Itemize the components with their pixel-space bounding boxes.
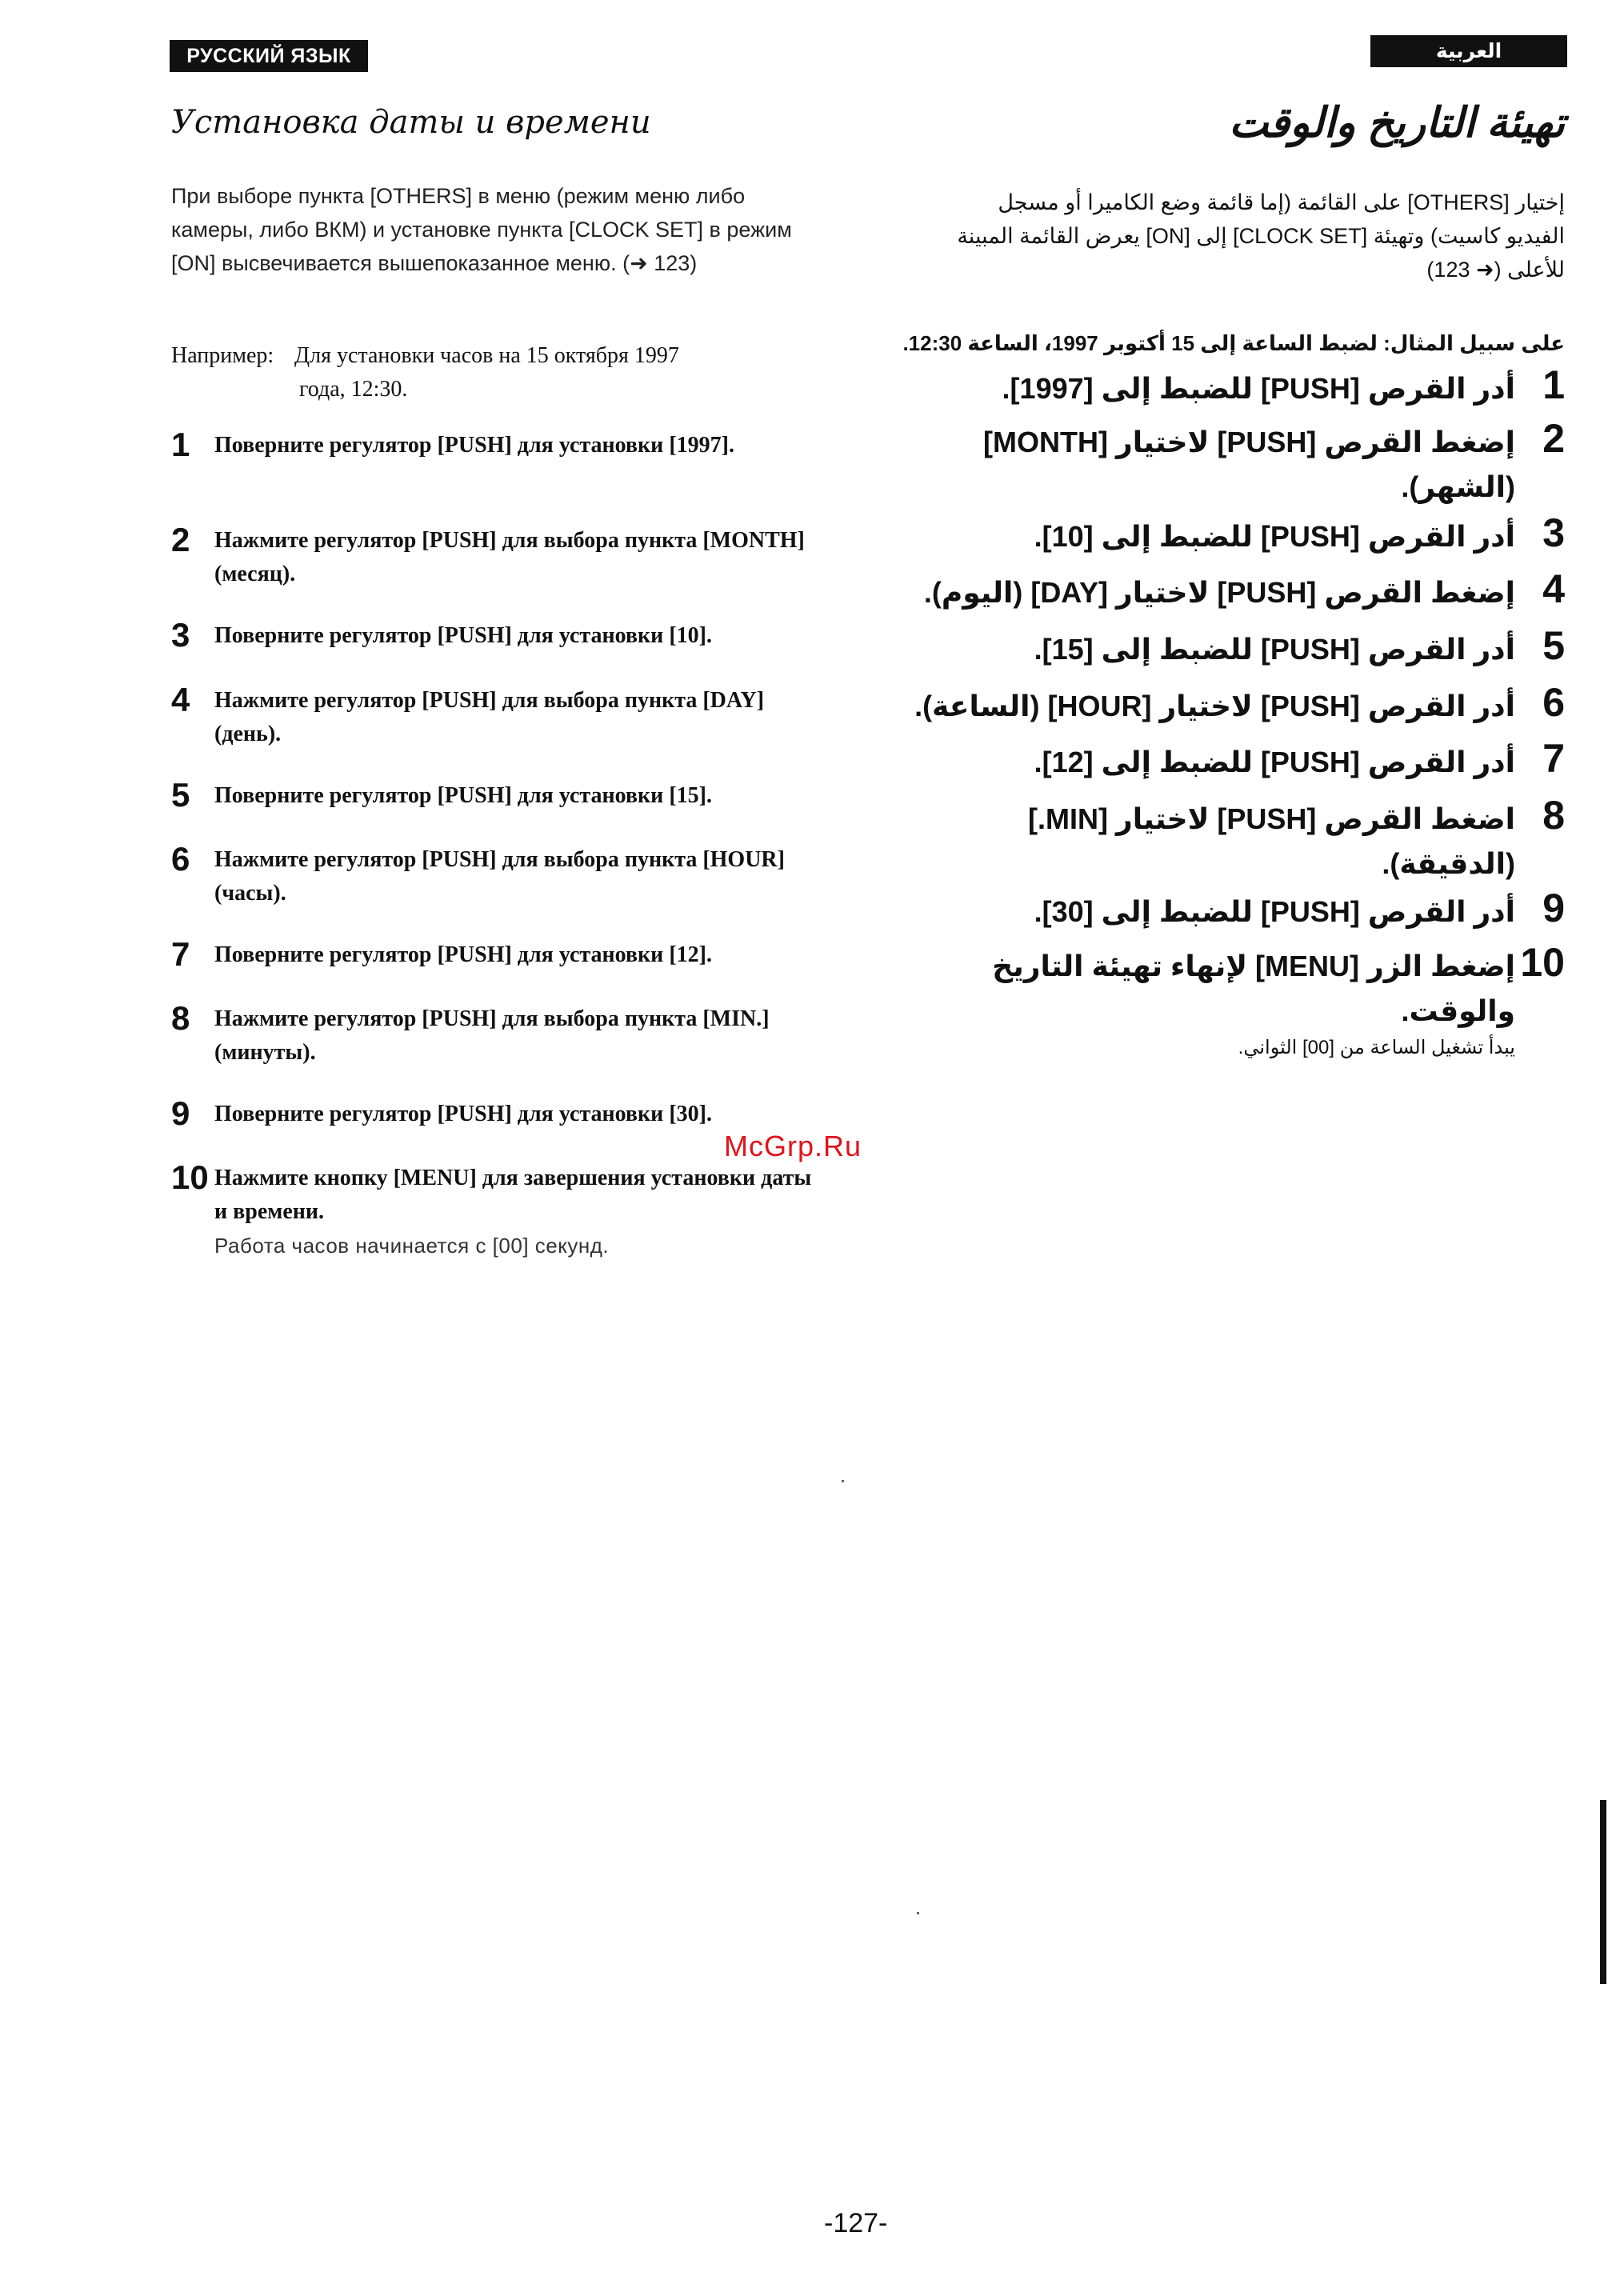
step-number: 1 xyxy=(171,426,190,463)
example-text-line2: года, 12:30. xyxy=(299,377,408,402)
step-text: Нажмите регулятор [PUSH] для выбора пункта [HOUR] (часы). xyxy=(214,847,785,906)
page-edge-mark xyxy=(1600,1800,1606,1984)
step-number: 4 xyxy=(171,681,190,718)
step-text: اضغط القرص [PUSH] لاختيار [MIN.] (الدقيقة). xyxy=(1028,802,1515,880)
step-number: 9 xyxy=(1542,886,1565,930)
step-text: إضغط القرص [PUSH] لاختيار [DAY] (اليوم). xyxy=(923,576,1515,609)
step-text: Нажмите регулятор [PUSH] для выбора пункта [MONTH] (месяц). xyxy=(214,528,805,586)
step-text xyxy=(907,944,1515,1062)
step-number: 4 xyxy=(1542,566,1565,611)
step-text: Нажмите регулятор [PUSH] для выбора пункта [MIN.] (минуты). xyxy=(214,1006,770,1065)
step-text: Нажмите регулятор [PUSH] для выбора пункта [DAY] (день). xyxy=(214,688,765,746)
step-text xyxy=(214,1162,822,1262)
example-arabic: على سبيل المثال: لضبط الساعة إلى 15 أكتوبر 1997، الساعة 12:30. xyxy=(902,331,1565,355)
step-text: Поверните регулятор [PUSH] для установки [12]. xyxy=(214,942,712,967)
step-text: Поверните регулятор [PUSH] для установки [15]. xyxy=(214,783,712,808)
step-text: أدر القرص [PUSH] للضبط إلى [30]. xyxy=(1034,895,1515,928)
step-text: أدر القرص [PUSH] للضبط إلى [12]. xyxy=(1034,746,1515,778)
step-number: 10 xyxy=(171,1158,209,1196)
step-number: 3 xyxy=(1542,510,1565,555)
step-number: 7 xyxy=(1542,736,1565,781)
step-number: 6 xyxy=(1542,680,1565,725)
step-number: 1 xyxy=(1542,362,1565,407)
step-text: أدر القرص [PUSH] للضبط إلى [1997]. xyxy=(1002,372,1515,405)
step-number: 2 xyxy=(171,521,190,558)
scan-speck xyxy=(842,1480,844,1482)
step-note: يبدأ تشغيل الساعة من [00] الثواني. xyxy=(1238,1037,1515,1058)
watermark: McGrp.Ru xyxy=(724,1130,862,1162)
step-text: Поверните регулятор [PUSH] для установки [30]. xyxy=(214,1102,712,1126)
step-number: 5 xyxy=(1542,623,1565,668)
step-text: أدر القرص [PUSH] للضبط إلى [15]. xyxy=(1034,633,1515,666)
step-main-text: Нажмите кнопку [MENU] для завершения установки даты и времени. xyxy=(214,1166,812,1224)
page-number: -127- xyxy=(824,2208,888,2238)
intro-paragraph-arabic: إختيار [OTHERS] على القائمة (إما قائمة وضع الكاميرا أو مسجل الفيديو كاسيت) وتهيئة [CLOCK SET] إلى [ON] يعرض القائمة المبينة للأعلى (➜ 123) xyxy=(957,190,1565,282)
intro-paragraph-russian: При выборе пункта [OTHERS] в меню (режим меню либо камеры, либо ВКМ) и установке пункта [CLOCK SET] в режим [ON] высвечивается вышепоказанное меню. (➜ 123) xyxy=(171,184,792,275)
language-tab-arabic: العربية xyxy=(1370,35,1567,67)
step-note: Работа часов начинается с [00] секунд. xyxy=(214,1234,610,1258)
step-number: 8 xyxy=(1542,793,1565,838)
page-title-russian: Установка даты и времени xyxy=(171,104,651,141)
step-text: أدر القرص [PUSH] للضبط إلى [10]. xyxy=(1034,520,1515,553)
language-tab-russian: РУССКИЙ ЯЗЫК xyxy=(170,40,368,72)
page-title-arabic: تهيئة التاريخ والوقت xyxy=(1229,100,1565,146)
step-number: 3 xyxy=(171,616,190,654)
step-text: إضغط القرص [PUSH] لاختيار [MONTH] (الشهر). xyxy=(983,426,1515,503)
step-number: 8 xyxy=(171,999,190,1037)
step-number: 9 xyxy=(171,1094,190,1132)
step-number: 6 xyxy=(171,840,190,878)
step-main-text: إضغط الزر [MENU] لإنهاء تهيئة التاريخ والوقت. xyxy=(992,950,1515,1027)
step-number: 10 xyxy=(1520,940,1565,985)
step-text: أدر القرص [PUSH] لاختيار [HOUR] (الساعة). xyxy=(914,690,1515,722)
example-text: Для установки часов на 15 октября 1997 xyxy=(294,343,679,368)
step-number: 5 xyxy=(171,776,190,814)
example-russian xyxy=(171,339,811,406)
step-number: 2 xyxy=(1542,416,1565,461)
scan-speck xyxy=(917,1912,919,1914)
step-text: Поверните регулятор [PUSH] для установки [1997]. xyxy=(214,433,734,458)
example-label: Например: xyxy=(171,343,274,368)
step-text: Поверните регулятор [PUSH] для установки [10]. xyxy=(214,623,712,648)
step-number: 7 xyxy=(171,935,190,973)
